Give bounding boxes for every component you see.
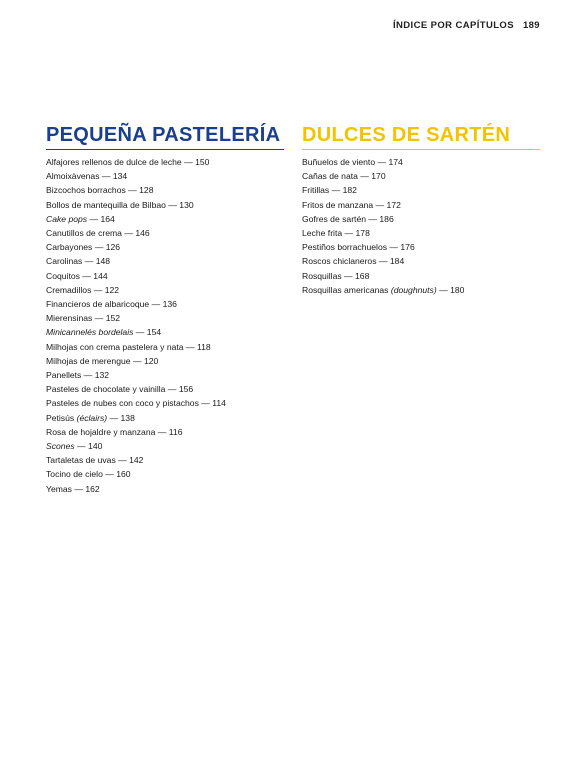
index-entry: Rosquillas americanas (doughnuts) — 180 <box>302 284 465 295</box>
running-header <box>393 20 540 31</box>
entry-name: Cremadillos <box>46 284 92 295</box>
index-entry: Bizcochos borrachos — 128 <box>46 185 154 196</box>
entry-page-number: 142 <box>129 455 144 466</box>
entry-name: Tartaletas de uvas <box>46 455 116 466</box>
recipe-index-list <box>302 155 540 297</box>
entry-name: Pasteles de chocolate y vainilla <box>46 384 166 395</box>
section-heading: DULCES DE SARTÉN <box>302 124 540 150</box>
entry-name: Alfajores rellenos de dulce de leche <box>46 157 182 167</box>
index-entry: Milhojas de merengue — 120 <box>46 355 159 366</box>
entry-page-number: 156 <box>178 384 194 395</box>
index-entry: Panellets — 132 <box>46 370 110 381</box>
entry-page-number: 134 <box>112 171 128 182</box>
entry-name: Roscos chiclaneros <box>302 256 377 267</box>
entry-page-number: 182 <box>342 185 357 196</box>
index-entry: Leche frita — 178 <box>302 228 370 239</box>
entry-page-number: 150 <box>195 157 210 167</box>
entry-name: Fritillas <box>302 185 330 196</box>
section-dulces-de-sarten <box>302 124 540 297</box>
index-entry: Buñuelos de viento — 174 <box>302 157 403 167</box>
index-entry: Rosquillas — 168 <box>302 270 370 281</box>
section-pequena-pasteleria <box>46 124 284 496</box>
entry-name-italic: (doughnuts) <box>390 284 437 295</box>
index-entry: Gofres de sartén — 186 <box>302 213 394 224</box>
index-entry: Carolinas — 148 <box>46 256 111 267</box>
entry-page-number: 138 <box>120 412 135 423</box>
entry-name-italic: (éclairs) <box>76 412 108 423</box>
index-entry: Fritillas — 182 <box>302 185 357 196</box>
entry-page-number: 148 <box>95 256 111 267</box>
entry-page-number: 178 <box>355 228 370 239</box>
index-entry: Coquitos — 144 <box>46 270 108 281</box>
entry-name: Bizcochos borrachos <box>46 185 126 196</box>
entry-name: Petisús <box>46 412 77 423</box>
index-entry: Tartaletas de uvas — 142 <box>46 455 144 466</box>
entry-page-number: 128 <box>139 185 154 196</box>
entry-page-number: 140 <box>88 441 103 452</box>
index-entry: Minicannelés bordelais — 154 <box>46 327 162 338</box>
entry-page-number: 184 <box>389 256 405 267</box>
entry-page-number: 164 <box>100 213 115 224</box>
index-entry: Bollos de mantequilla de Bilbao — 130 <box>46 199 194 210</box>
index-entry: Cake pops — 164 <box>46 213 115 224</box>
section-title: ÍNDICE POR CAPÍTULOS <box>392 20 514 31</box>
index-entry: Pestiños borrachuelos — 176 <box>302 242 415 253</box>
index-entry: Pasteles de nubes con coco y pistachos — 114 <box>46 398 226 409</box>
entry-page-number: 130 <box>179 199 194 210</box>
index-entry: Mierensinas — 152 <box>46 313 121 324</box>
entry-page-number: 162 <box>85 483 100 494</box>
entry-name: Almoixàvenas <box>46 171 100 182</box>
entry-name: Fritos de manzana <box>302 199 374 210</box>
entry-name: Milhojas con crema pastelera y nata <box>46 341 184 352</box>
entry-name: Pasteles de nubes con coco y pistachos <box>46 398 199 409</box>
entry-name: Rosquillas americanas <box>302 284 391 295</box>
entry-page-number: 118 <box>196 341 211 352</box>
index-entry: Cremadillos — 122 <box>46 284 120 295</box>
entry-name: Carolinas <box>46 256 83 267</box>
index-entry: Canutillos de crema — 146 <box>46 228 150 239</box>
index-entry: Milhojas con crema pastelera y nata — 118 <box>46 341 211 352</box>
entry-name: Rosquillas <box>302 270 342 281</box>
entry-name: Leche frita <box>302 228 343 239</box>
entry-name: Coquitos <box>46 270 80 281</box>
entry-page-number: 120 <box>143 355 159 366</box>
entry-name-italic: Scones <box>46 441 75 452</box>
entry-name: Rosa de hojaldre y manzana <box>46 426 156 437</box>
entry-page-number: 146 <box>135 228 150 239</box>
index-entry: Yemas — 162 <box>46 483 100 494</box>
index-entry: Almoixàvenas — 134 <box>46 171 128 182</box>
entry-page-number: 136 <box>162 299 177 310</box>
entry-page-number: 168 <box>355 270 370 281</box>
entry-page-number: 144 <box>93 270 108 281</box>
entry-name-italic: Cake pops <box>46 213 88 224</box>
entry-name: Pestiños borrachuelos <box>302 242 388 253</box>
entry-page-number: 116 <box>168 426 183 437</box>
index-entry: Fritos de manzana — 172 <box>302 199 401 210</box>
entry-name: Milhojas de merengue <box>46 355 131 366</box>
entry-name: Panellets <box>46 370 82 381</box>
entry-page-number: 186 <box>379 213 394 224</box>
index-entry: Carbayones — 126 <box>46 242 121 253</box>
entry-page-number: 152 <box>105 313 121 324</box>
section-heading: PEQUEÑA PASTELERÍA <box>46 124 284 150</box>
index-entry: Roscos chiclaneros — 184 <box>302 256 405 267</box>
index-entry: Tocino de cielo — 160 <box>46 469 131 480</box>
entry-page-number: 126 <box>105 242 121 253</box>
entry-name: Canutillos de crema <box>46 228 122 239</box>
entry-name: Mierensinas <box>46 313 93 324</box>
entry-page-number: 132 <box>94 370 110 381</box>
entry-name-italic: Minicannelés bordelais <box>46 327 134 338</box>
entry-name: Buñuelos de viento <box>302 157 376 167</box>
index-entry: Cañas de nata — 170 <box>302 171 386 182</box>
entry-page-number: 170 <box>371 171 386 182</box>
entry-page-number: 114 <box>212 398 226 409</box>
index-entry: Alfajores rellenos de dulce de leche — 150 <box>46 157 210 167</box>
entry-name: Yemas <box>46 483 72 494</box>
entry-page-number: 174 <box>388 157 403 167</box>
entry-page-number: 176 <box>400 242 415 253</box>
entry-page-number: 172 <box>386 199 401 210</box>
index-entry: Petisús (éclairs) — 138 <box>46 412 135 423</box>
entry-name: Bollos de mantequilla de Bilbao <box>46 199 166 210</box>
entry-name: Gofres de sartén <box>302 213 367 224</box>
index-entry: Pasteles de chocolate y vainilla — 156 <box>46 384 194 395</box>
entry-page-number: 154 <box>146 327 162 338</box>
page-number: 189 <box>522 20 540 31</box>
entry-name: Carbayones <box>46 242 93 253</box>
index-entry: Financieros de albaricoque — 136 <box>46 299 177 310</box>
index-entry: Rosa de hojaldre y manzana — 116 <box>46 426 183 437</box>
entry-page-number: 160 <box>116 469 131 480</box>
entry-page-number: 180 <box>450 284 465 295</box>
recipe-index-list <box>46 155 284 496</box>
entry-name: Cañas de nata <box>302 171 358 182</box>
entry-page-number: 122 <box>104 284 120 295</box>
entry-name: Tocino de cielo <box>46 469 103 480</box>
index-entry: Scones — 140 <box>46 441 103 452</box>
entry-name: Financieros de albaricoque <box>46 299 150 310</box>
